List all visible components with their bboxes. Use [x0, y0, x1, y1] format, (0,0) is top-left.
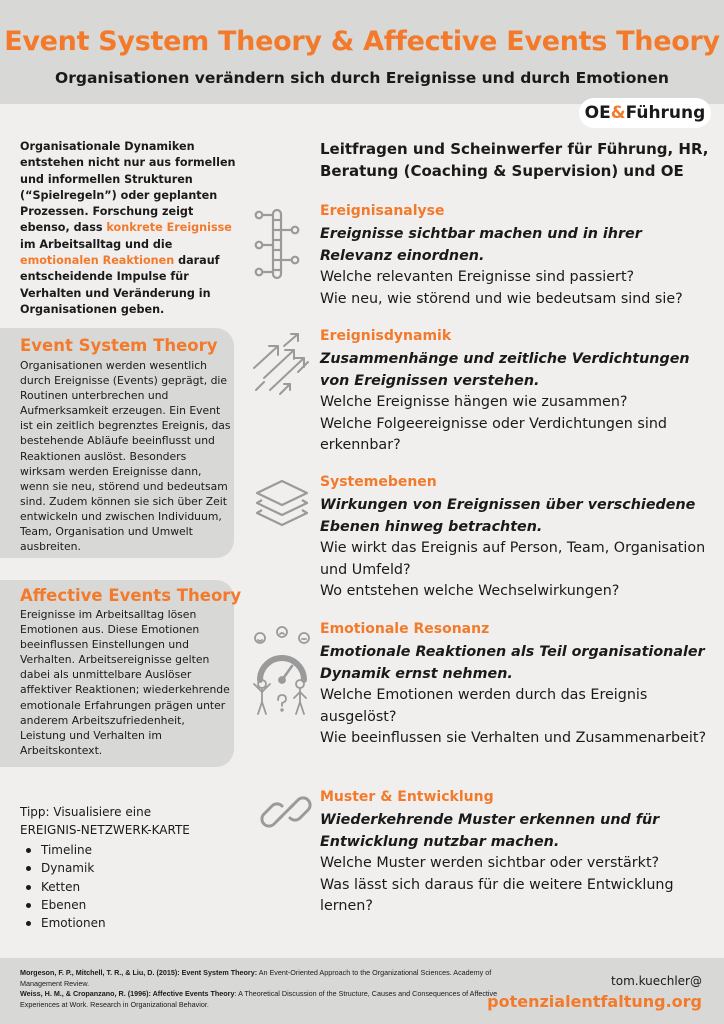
brand-badge: [579, 98, 711, 128]
affective-events-theory-box: [0, 580, 242, 767]
tipp-line1: Tipp: Visualisiere eine: [20, 805, 152, 819]
section-ereignisanalyse: [320, 203, 715, 310]
emotions-icon: [250, 626, 314, 718]
list-item: Timeline: [20, 842, 190, 860]
intro-part: Organisationale Dynamiken entstehen nicht nur aus formellen und informellen Strukturen (“Spielregeln”) oder geplanten Prozessen. Forschung zeigt ebenso, dass: [20, 140, 236, 235]
aet-title: Affective Events Theory: [20, 586, 242, 605]
references: [20, 968, 500, 1010]
list-item: Dynamik: [20, 860, 190, 878]
reference-1: [20, 968, 500, 989]
page-title: Event System Theory & Affective Events Theory: [4, 26, 720, 57]
tipp-block: [20, 804, 190, 933]
badge-ampersand: &: [610, 103, 626, 123]
website-link[interactable]: potenzialentfaltung.org: [487, 992, 702, 1011]
contact-email[interactable]: tom.kuechler@: [611, 974, 702, 988]
list-item: Ketten: [20, 879, 190, 897]
section-title: Emotionale Resonanz: [320, 621, 490, 637]
section-question: Welche Emotionen werden durch das Ereignis ausgelöst?: [320, 687, 648, 725]
section-emotionale-resonanz: [320, 621, 715, 750]
section-title: Systemebenen: [320, 474, 437, 490]
section-lead: Wirkungen von Ereignissen über verschiedene Ebenen hinweg betrachten.: [320, 497, 696, 535]
section-question: Wie neu, wie störend und wie bedeutsam sind sie?: [320, 290, 683, 307]
page-subtitle: Organisationen verändern sich durch Ereignisse und durch Emotionen: [55, 69, 669, 87]
section-lead: Ereignisse sichtbar machen und in ihrer Relevanz einordnen.: [320, 226, 642, 264]
list-item: Emotionen: [20, 915, 190, 933]
section-question: Welche Muster werden sichtbar oder verstärkt?: [320, 855, 660, 871]
section-lead: Emotionale Reaktionen als Teil organisationaler Dynamik ernst nehmen.: [320, 644, 705, 682]
section-lead: Wiederkehrende Muster erkennen und für Entwicklung nutzbar machen.: [320, 812, 660, 850]
intro-part: im Arbeitsalltag und die: [20, 237, 173, 251]
reference-1-authors: Morgeson, F. P., Mitchell, T. R., & Liu, D. (2015): Event System Theory:: [20, 968, 258, 977]
layers-icon: [253, 478, 311, 532]
badge-oe: OE: [584, 103, 611, 123]
est-title: Event System Theory: [20, 336, 218, 355]
intro-part: darauf entscheidende Impulse für Verhalten und Veränderung in Organisationen geben.: [20, 254, 220, 316]
section-question: Was lässt sich daraus für die weitere Entwicklung lernen?: [320, 876, 674, 914]
intro-text: [20, 139, 240, 318]
section-muster-entwicklung: [320, 789, 715, 918]
section-question: Wo entstehen welche Wechselwirkungen?: [320, 583, 620, 599]
section-lead: Zusammenhänge und zeitliche Verdichtungen von Ereignissen verstehen.: [320, 351, 690, 389]
aet-text: Ereignisse im Arbeitsalltag lösen Emotionen aus. Diese Emotionen beeinflussen Einstellungen und Verhalten. Arbeitsereignisse gelten dabei als unmittelbare Auslöser affektiver Reaktionen; wiederkehrende emotionale Erfahrungen prägen unter anderem Arbeitszufriedenheit, Leistung und Verhalten im Arbeitskontext.: [20, 608, 230, 757]
section-question: Welche Folgeereignisse oder Verdichtungen sind erkennbar?: [320, 415, 667, 453]
tipp-list: [20, 842, 190, 933]
section-title: Ereignisdynamik: [320, 328, 452, 344]
est-text: Organisationen werden wesentlich durch Ereignisse (Events) geprägt, die Routinen unterbrechen und Aufmerksamkeit erzeugen. Ein Event ist ein zeitlich begrenztes Ereignis, das bestehende Abläufe beeinflusst und Reaktionen auslöst. Besonders wirksam werden Ereignisse dann, wenn sie neu, störend und bedeutsam sind. Zudem können sie sich über Zeit entwickeln und zwischen Individuum, Team, Organisation und Umwelt ausbreiten.: [20, 359, 231, 554]
intro-highlight-events: konkrete Ereignisse: [106, 221, 232, 235]
reference-2: [20, 989, 500, 1010]
section-question: Welche relevanten Ereignisse sind passiert?: [320, 269, 635, 285]
section-question: Welche Ereignisse hängen wie zusammen?: [320, 394, 628, 410]
section-title: Ereignisanalyse: [320, 203, 445, 219]
chain-icon: [260, 786, 312, 838]
section-title: Muster & Entwicklung: [320, 789, 494, 805]
reference-2-rest: : A Theoretical Discussion of the Structure, Causes and Consequences of Affective Experiences at Work. Research in Organizational Behavior.: [20, 989, 498, 1009]
section-question: Wie beeinflussen sie Verhalten und Zusammenarbeit?: [320, 730, 707, 746]
intro-highlight-emotions: emotionalen Reaktionen: [20, 254, 175, 268]
tipp-line2: EREIGNIS-NETZWERK-KARTE: [20, 822, 190, 837]
reference-1-rest: An Event-Oriented Approach to the Organizational Sciences. Academy of Management Review.: [20, 968, 492, 988]
timeline-icon: [254, 206, 300, 282]
list-item: Ebenen: [20, 897, 190, 915]
guiding-questions-heading: Leitfragen und Scheinwerfer für Führung, HR, Beratung (Coaching & Supervision) und OE: [320, 140, 709, 180]
arrows-icon: [250, 332, 312, 396]
section-systemebenen: [320, 474, 715, 603]
event-system-theory-box: [0, 328, 234, 558]
reference-2-authors: Weiss, H. M., & Cropanzano, R. (1996): Affective Events Theory: [20, 989, 235, 999]
section-question: Wie wirkt das Ereignis auf Person, Team, Organisation und Umfeld?: [320, 540, 706, 578]
badge-fuehrung: Führung: [625, 103, 706, 123]
section-ereignisdynamik: [320, 328, 715, 457]
